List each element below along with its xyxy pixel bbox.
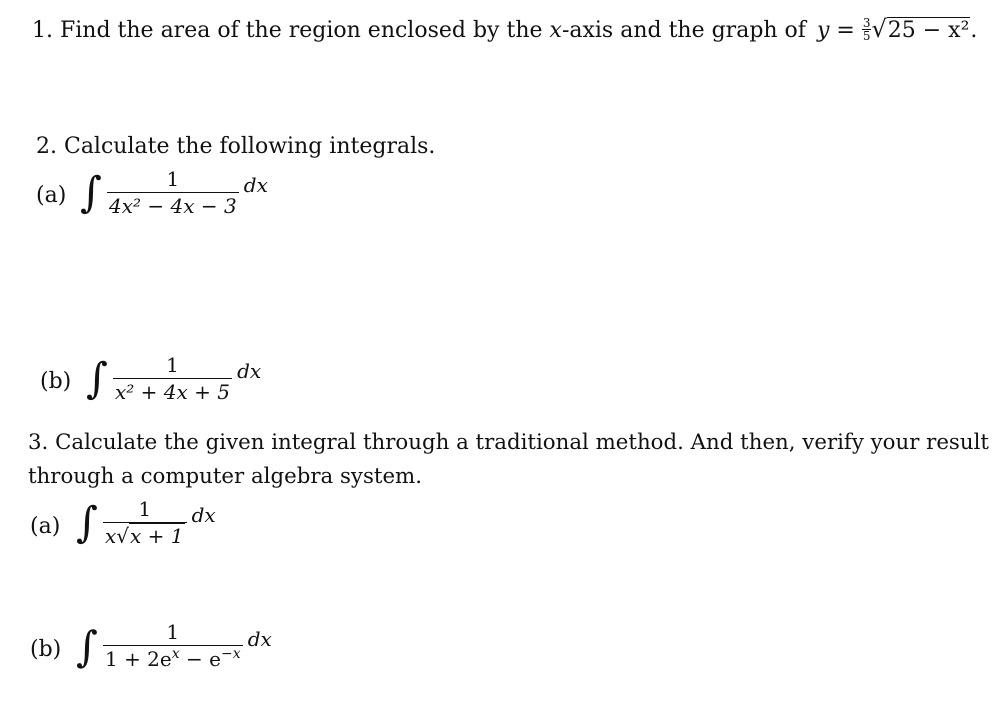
- problem-3a-denominator: [103, 522, 187, 547]
- problem-3b-integral: [76, 621, 272, 673]
- problem-2a-numerator: 1: [166, 167, 180, 191]
- var-y: y: [816, 18, 830, 43]
- problem-3b-den-exp-2: −x: [220, 646, 241, 662]
- problem-2a-differential: dx: [243, 172, 268, 197]
- problem-3b-den-part-1: 1 + 2e: [104, 647, 172, 671]
- sqrt-sign: √: [871, 15, 887, 43]
- problem-3b-fraction: [103, 621, 243, 673]
- problem-3b-differential: dx: [247, 627, 272, 651]
- problem-2b-denominator: x² + 4x + 5: [114, 380, 230, 404]
- problem-2a-fraction: [107, 168, 239, 217]
- problem-1-period: .: [970, 18, 978, 43]
- problem-3b-den-part-2: − e: [179, 647, 221, 671]
- problem-3b-den-exp-1: x: [171, 646, 180, 662]
- sqrt-sign: √: [116, 524, 130, 548]
- problem-2a-integral: [80, 168, 268, 217]
- integral-sign: ∫: [76, 497, 98, 547]
- problem-2a-denominator: 4x² − 4x − 3: [108, 194, 237, 218]
- problem-2a-label: (a): [36, 183, 67, 208]
- problem-1-radicand: 25 − x²: [887, 18, 970, 43]
- problem-3a-label: (a): [30, 514, 61, 539]
- coefficient-numerator: 3: [862, 15, 871, 30]
- equals-sign: =: [836, 18, 855, 43]
- problem-3a-den-radicand: x + 1: [130, 524, 184, 548]
- problem-2b-fraction: [113, 354, 232, 403]
- problem-3b-label: (b): [30, 637, 62, 662]
- coefficient-denominator: 5: [862, 28, 871, 43]
- problem-2-heading: 2. Calculate the following integrals.: [36, 134, 436, 159]
- problem-2b-differential: dx: [237, 358, 262, 383]
- integral-sign: ∫: [80, 167, 102, 217]
- problem-3a-numerator: 1: [138, 497, 152, 521]
- problem-1: [32, 16, 977, 44]
- var-x: x: [549, 18, 562, 43]
- problem-3a-differential: dx: [191, 502, 216, 527]
- problem-1-axis-text: -axis and the graph of: [561, 18, 806, 43]
- problem-3-line-1: 3. Calculate the given integral through a traditional method. And then, verify your result: [28, 430, 989, 455]
- problem-1-text: Find the area of the region enclosed by the: [60, 18, 543, 43]
- problem-2b-numerator: 1: [166, 353, 179, 377]
- problem-3b-denominator: [103, 645, 243, 673]
- problem-3-line-2: through a computer algebra system.: [28, 464, 423, 489]
- problem-3a-den-x: x: [104, 524, 117, 548]
- problem-1-number: 1.: [32, 18, 53, 43]
- problem-3a-fraction: [103, 498, 187, 547]
- problem-2b-label: (b): [40, 369, 72, 394]
- integral-sign: ∫: [76, 622, 98, 671]
- problem-3b-numerator: 1: [166, 620, 180, 644]
- integral-sign: ∫: [86, 353, 108, 403]
- problem-2b-integral: [86, 354, 261, 403]
- problem-3a-integral: [76, 498, 216, 547]
